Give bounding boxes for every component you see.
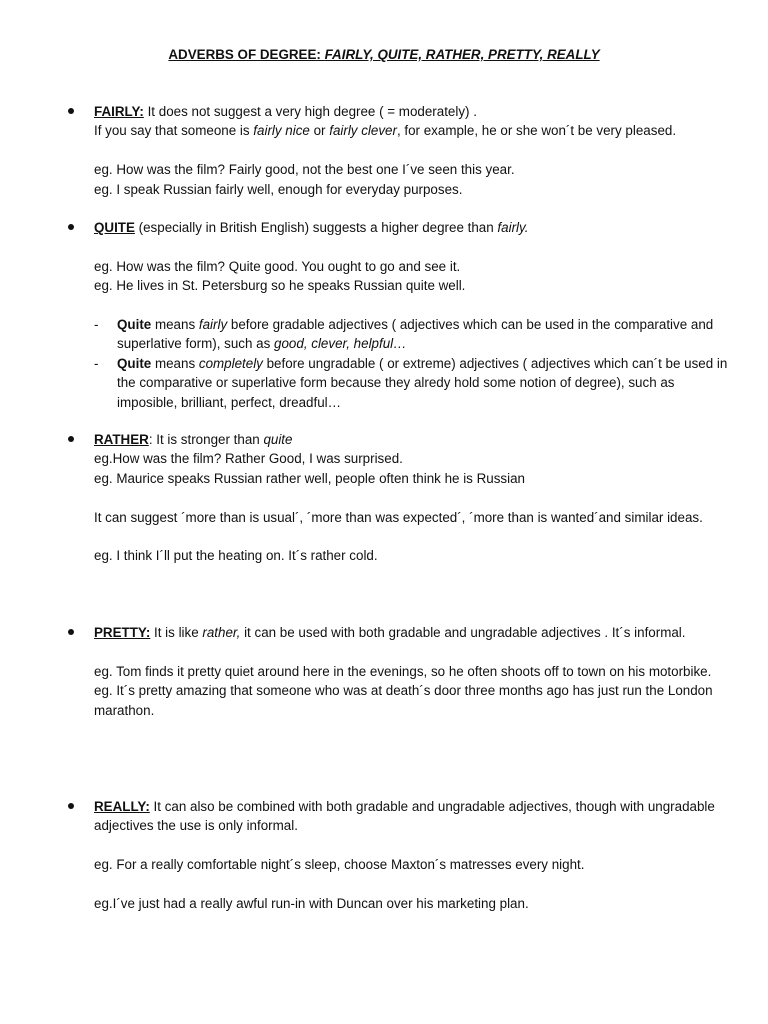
dash-marker: - — [94, 317, 99, 332]
quite-item2-italic: completely — [198, 355, 263, 371]
quite-example-1: eg. How was the film? Quite good. You ought to go and see it. — [94, 258, 461, 274]
rather-example-1: eg.How was the film? Rather Good, I was surprised. — [94, 451, 403, 467]
bullet-icon — [68, 436, 74, 442]
pretty-line1-a: It is like — [150, 625, 203, 640]
bullet-icon — [68, 224, 74, 230]
quite-item1-examples: good, clever, helpful… — [274, 336, 407, 352]
quite-item2-c: before ungradable ( or extreme) adjectives ( adjectives which can´t be used in the comparative or superlative form because they alredy hold some notion of degree), such as imposible, brilliant, perfect, dreadful… — [117, 355, 728, 410]
pretty-example-1: eg. Tom finds it pretty quiet around here in the evenings, so he often shoots off to town on his motorbike. — [94, 663, 712, 679]
fairly-line2-a: If you say that someone is — [94, 123, 254, 139]
title-prefix: ADVERBS OF DEGREE: — [168, 47, 325, 62]
rather-line1-italic: quite — [263, 432, 293, 447]
bullet-icon — [68, 629, 74, 635]
quite-usage-item-2 — [94, 354, 734, 412]
quite-usage-item-1 — [94, 315, 734, 354]
section-rather — [94, 430, 734, 566]
bullet-icon — [68, 108, 74, 114]
quite-item1-bold: Quite — [117, 317, 152, 332]
fairly-line2-b: or — [309, 123, 330, 139]
really-heading: REALLY: — [94, 799, 150, 814]
fairly-definition — [94, 102, 734, 121]
quite-item1-c: before gradable adjectives ( adjectives which can be used in the comparative and superlative form), such as — [117, 317, 714, 352]
really-example-1: eg. For a really comfortable night´s sleep, choose Maxton´s matresses every night. — [94, 857, 585, 873]
pretty-line1-b: it can be used with both gradable and ungradable adjectives . It´s informal. — [240, 625, 686, 640]
rather-line1: : It is stronger than — [148, 432, 264, 447]
quite-item1-a: means — [151, 317, 199, 332]
fairly-explanation — [94, 121, 734, 140]
section-quite — [94, 218, 734, 412]
really-definition — [94, 797, 734, 836]
rather-heading: RATHER — [94, 432, 149, 447]
really-example-2: eg.I´ve just had a really awful run-in with Duncan over his marketing plan. — [94, 896, 529, 911]
rather-definition — [94, 430, 734, 449]
fairly-example-1: eg. How was the film? Fairly good, not the best one I´ve seen this year. — [94, 162, 515, 178]
pretty-heading: PRETTY: — [94, 625, 151, 640]
bullet-icon — [68, 803, 74, 809]
fairly-line2-i1: fairly nice — [253, 123, 310, 139]
section-pretty — [94, 623, 734, 720]
quite-line1: (especially in British English) suggests a higher degree than — [134, 220, 498, 235]
dash-marker: - — [94, 355, 99, 371]
title-adverbs: FAIRLY, QUITE, RATHER, PRETTY, REALLY — [324, 47, 600, 62]
quite-item2-bold: Quite — [117, 355, 152, 371]
fairly-example-2: eg. I speak Russian fairly well, enough for everyday purposes. — [94, 181, 463, 197]
section-fairly — [94, 102, 734, 199]
rather-note: It can suggest ´more than is usual´, ´more than was expected´, ´more than is wanted´and similar ideas. — [94, 509, 703, 525]
pretty-definition — [94, 623, 734, 642]
quite-heading: QUITE — [94, 220, 135, 235]
pretty-line1-italic: rather, — [202, 625, 241, 640]
quite-line1-italic: fairly. — [497, 220, 529, 235]
quite-item1-italic: fairly — [198, 317, 228, 332]
quite-item2-a: means — [151, 355, 199, 371]
section-really — [94, 797, 734, 913]
pretty-example-2: eg. It´s pretty amazing that someone who was at death´s door three months ago has just run the London marathon. — [94, 683, 713, 718]
fairly-line2-c: , for example, he or she won´t be very pleased. — [396, 123, 677, 139]
rather-example-3: eg. I think I´ll put the heating on. It´s rather cold. — [94, 548, 378, 564]
fairly-heading: FAIRLY: — [94, 104, 144, 119]
quite-example-2: eg. He lives in St. Petersburg so he speaks Russian quite well. — [94, 278, 466, 294]
fairly-line2-i2: fairly clever — [329, 123, 397, 139]
really-line1: It can also be combined with both gradable and ungradable adjectives, though with ungradable adjectives the use is only informal. — [94, 799, 715, 834]
quite-definition — [94, 218, 734, 237]
fairly-line1: It does not suggest a very high degree ( = moderately) . — [143, 104, 477, 119]
rather-example-2: eg. Maurice speaks Russian rather well, people often think he is Russian — [94, 470, 525, 486]
page-title — [0, 45, 768, 64]
